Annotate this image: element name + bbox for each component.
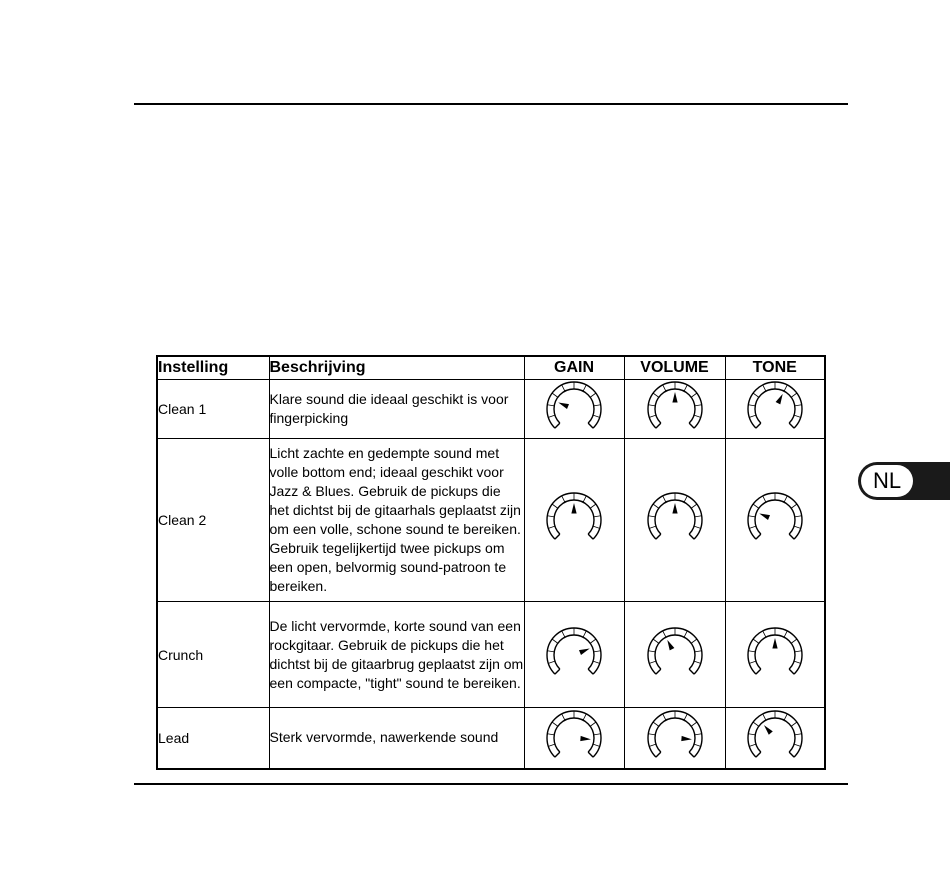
knob-tick (649, 661, 656, 663)
knob-pointer (681, 736, 692, 741)
knob-tick (594, 405, 601, 406)
knob-tick (689, 669, 694, 674)
knob-tick (794, 415, 801, 417)
knob-tick (548, 744, 555, 746)
knob-tick (594, 650, 601, 651)
knob-pointer (571, 503, 576, 514)
knob-tick (583, 630, 586, 636)
setting-description: De licht vervormde, korte sound van een rockgitaar. Gebruik de pickups die het dichtst bij de gitaarbrug geplaatst zijn om een compacte, "tight" sound te bereiken. (269, 602, 524, 708)
knob-tick (649, 415, 656, 417)
knob-tick (590, 504, 596, 508)
knob-tick (547, 516, 554, 517)
knob-pointer (759, 513, 770, 519)
table-row-clean-2 (157, 439, 825, 602)
knob-tick (694, 405, 701, 406)
knob-end-cap (655, 752, 660, 757)
knob-tick (789, 423, 794, 428)
setting-description: Licht zachte en gedempte sound met volle bottom end; ideaal geschikt voor Jazz & Blues. Gebruik de pickups die het dichtst bij de gitaarhals geplaatst zijn om een volle, schone sound te bereiken. Gebruik tegelijkertijd twee pickups om een open, belvormig sound-patroon te bereiken. (269, 439, 524, 602)
knob-end-cap (555, 423, 560, 428)
knob-tick (689, 752, 694, 757)
setting-name: Crunch (157, 602, 269, 708)
top-rule (134, 103, 848, 105)
knob-tick (753, 639, 759, 643)
setting-name: Lead (157, 708, 269, 769)
knob-tick (762, 496, 765, 502)
knob-tick (653, 639, 659, 643)
knob-tick (795, 516, 802, 517)
knob-pointer (772, 638, 777, 649)
header-volume: VOLUME (624, 356, 725, 380)
knob-inner-ring (554, 718, 594, 752)
setting-description: Sterk vervormde, nawerkende sound (269, 708, 524, 769)
knob-tick (583, 714, 586, 720)
knob-end-cap (756, 423, 761, 428)
volume-knob-icon (645, 492, 705, 548)
table-row-crunch (157, 602, 825, 708)
gain-knob-icon (544, 381, 604, 437)
knob-tick (588, 752, 593, 757)
knob-tick (649, 744, 656, 746)
tone-knob-cell (725, 708, 825, 769)
header-description: Beschrijving (269, 356, 524, 380)
knob-tick (753, 393, 759, 397)
knob-tick (583, 496, 586, 502)
knob-tick (552, 639, 558, 643)
knob-tick (684, 385, 687, 391)
tone-knob-cell (725, 439, 825, 602)
knob-tick (694, 516, 701, 517)
knob-tick (694, 661, 701, 663)
knob-inner-ring (755, 500, 795, 534)
knob-tick (593, 744, 600, 746)
knob-tick (590, 722, 596, 726)
gain-knob-icon (544, 710, 604, 766)
knob-tick (562, 496, 565, 502)
knob-tick (552, 504, 558, 508)
setting-name: Clean 1 (157, 380, 269, 439)
knob-tick (662, 385, 665, 391)
knob-tick (593, 415, 600, 417)
knob-tick (588, 423, 593, 428)
header-gain: GAIN (524, 356, 624, 380)
knob-tick (689, 423, 694, 428)
tone-knob-icon (745, 710, 805, 766)
knob-inner-ring (755, 718, 795, 752)
knob-tick (795, 734, 802, 735)
knob-tick (548, 415, 555, 417)
setting-name: Clean 2 (157, 439, 269, 602)
language-tab (858, 462, 950, 500)
volume-knob-icon (645, 381, 705, 437)
knob-inner-ring (655, 634, 695, 668)
knob-tick (795, 405, 802, 406)
knob-pointer (764, 725, 773, 735)
knob-tick (593, 661, 600, 663)
settings-table (156, 355, 826, 770)
volume-knob-icon (645, 710, 705, 766)
knob-tick (689, 534, 694, 539)
knob-end-cap (655, 534, 660, 539)
knob-tick (749, 526, 756, 528)
knob-tick (748, 650, 755, 651)
knob-tick (662, 496, 665, 502)
knob-tick (648, 405, 655, 406)
knob-inner-ring (554, 634, 594, 668)
knob-tick (762, 630, 765, 636)
header-tone: TONE (725, 356, 825, 380)
knob-tick (784, 630, 787, 636)
knob-tick (694, 650, 701, 651)
knob-pointer (672, 392, 677, 403)
knob-tick (748, 405, 755, 406)
knob-tick (762, 385, 765, 391)
table-row-clean-1 (157, 380, 825, 439)
knob-tick (791, 639, 797, 643)
knob-tick (552, 722, 558, 726)
knob-tick (749, 744, 756, 746)
knob-tick (784, 714, 787, 720)
knob-tick (562, 630, 565, 636)
knob-tick (791, 722, 797, 726)
knob-tick (748, 516, 755, 517)
knob-end-cap (756, 752, 761, 757)
knob-tick (594, 516, 601, 517)
volume-knob-cell (624, 380, 725, 439)
knob-tick (748, 734, 755, 735)
knob-tick (694, 526, 701, 528)
knob-tick (791, 393, 797, 397)
knob-inner-ring (655, 718, 695, 752)
tone-knob-cell (725, 602, 825, 708)
knob-tick (547, 734, 554, 735)
knob-tick (593, 526, 600, 528)
knob-tick (588, 669, 593, 674)
knob-tick (590, 393, 596, 397)
tone-knob-cell (725, 380, 825, 439)
knob-tick (691, 722, 697, 726)
knob-tick (548, 526, 555, 528)
knob-tick (648, 650, 655, 651)
knob-tick (794, 744, 801, 746)
knob-tick (590, 639, 596, 643)
knob-tick (791, 504, 797, 508)
knob-pointer (580, 736, 591, 741)
knob-inner-ring (755, 389, 795, 423)
table-header-row (157, 356, 825, 380)
knob-pointer (558, 402, 569, 408)
volume-knob-icon (645, 627, 705, 683)
table-row-lead (157, 708, 825, 769)
knob-tick (548, 661, 555, 663)
knob-tick (749, 661, 756, 663)
knob-end-cap (655, 423, 660, 428)
gain-knob-icon (544, 492, 604, 548)
knob-tick (594, 734, 601, 735)
knob-tick (684, 630, 687, 636)
knob-tick (794, 661, 801, 663)
knob-tick (749, 415, 756, 417)
header-setting: Instelling (157, 356, 269, 380)
knob-tick (789, 669, 794, 674)
knob-tick (794, 526, 801, 528)
knob-end-cap (555, 669, 560, 674)
knob-pointer (775, 394, 782, 405)
knob-tick (691, 393, 697, 397)
volume-knob-cell (624, 439, 725, 602)
knob-tick (649, 526, 656, 528)
knob-tick (691, 639, 697, 643)
knob-tick (795, 650, 802, 651)
volume-knob-cell (624, 708, 725, 769)
knob-tick (547, 405, 554, 406)
knob-pointer (579, 648, 590, 654)
knob-tick (694, 734, 701, 735)
knob-tick (694, 744, 701, 746)
gain-knob-cell (524, 602, 624, 708)
knob-tick (562, 714, 565, 720)
knob-end-cap (756, 669, 761, 674)
knob-tick (789, 752, 794, 757)
knob-tick (562, 385, 565, 391)
knob-tick (789, 534, 794, 539)
knob-tick (588, 534, 593, 539)
knob-tick (753, 722, 759, 726)
gain-knob-cell (524, 380, 624, 439)
knob-tick (653, 393, 659, 397)
knob-end-cap (655, 669, 660, 674)
knob-tick (552, 393, 558, 397)
knob-tick (653, 504, 659, 508)
language-label: NL (861, 465, 913, 497)
gain-knob-icon (544, 627, 604, 683)
knob-tick (547, 650, 554, 651)
knob-tick (653, 722, 659, 726)
gain-knob-cell (524, 439, 624, 602)
knob-tick (662, 714, 665, 720)
knob-pointer (667, 639, 674, 650)
knob-tick (684, 496, 687, 502)
knob-inner-ring (554, 389, 594, 423)
knob-end-cap (555, 534, 560, 539)
gain-knob-cell (524, 708, 624, 769)
knob-tick (694, 415, 701, 417)
knob-tick (648, 734, 655, 735)
knob-tick (753, 504, 759, 508)
knob-tick (762, 714, 765, 720)
tone-knob-icon (745, 492, 805, 548)
knob-pointer (672, 503, 677, 514)
knob-tick (684, 714, 687, 720)
knob-tick (583, 385, 586, 391)
bottom-rule (134, 783, 848, 785)
tone-knob-icon (745, 381, 805, 437)
tone-knob-icon (745, 627, 805, 683)
knob-tick (662, 630, 665, 636)
knob-end-cap (756, 534, 761, 539)
knob-tick (784, 496, 787, 502)
setting-description: Klare sound die ideaal geschikt is voor fingerpicking (269, 380, 524, 439)
volume-knob-cell (624, 602, 725, 708)
knob-end-cap (555, 752, 560, 757)
knob-tick (691, 504, 697, 508)
knob-tick (648, 516, 655, 517)
knob-tick (784, 385, 787, 391)
